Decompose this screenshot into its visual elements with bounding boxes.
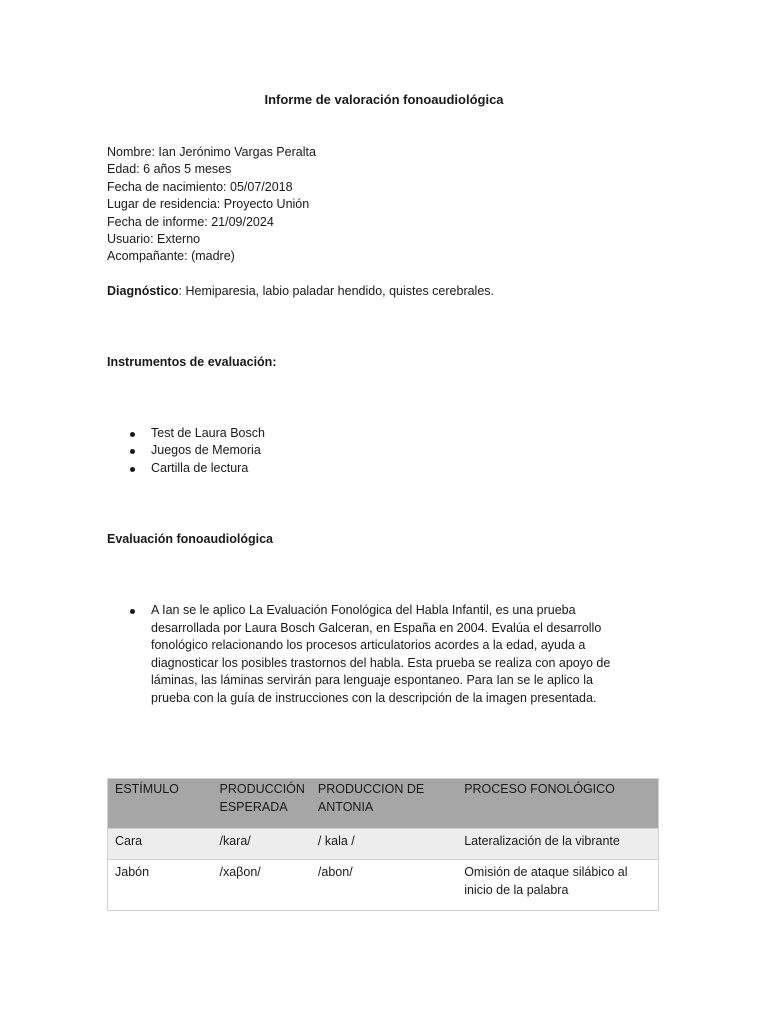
evaluation-paragraph: A Ian se le aplico La Evaluación Fonológica del Habla Infantil, es una prueba desarrollada por Laura Bosch Galceran, en España en 2004. Evalúa el desarrollo fonológico relacionando los procesos articulatorios acordes a la edad, ayuda a diagnosticar los posibles trastornos del habla. Esta prueba se realiza con apoyo de láminas, las láminas servirán para lenguaje espontaneo. Para Ian se le aplico la prueba con la guía de instrucciones con la descripción de la imagen presentada. [151,603,611,705]
table-cell: Lateralización de la vibrante [457,829,658,860]
table-cell: Jabón [108,860,213,911]
table-cell: Omisión de ataque silábico al inicio de la palabra [457,860,658,911]
column-header-produced: PRODUCCION DE ANTONIA [317,782,425,814]
table-row [108,860,659,911]
bullet-icon [130,432,135,437]
evaluation-heading: Evaluación fonoaudiológica [107,532,273,546]
bullet-icon [130,609,135,614]
diagnosis-label: Diagnóstico [107,284,179,298]
instruments-list [130,425,265,477]
list-item: Cartilla de lectura [130,460,265,477]
table-cell: /abon/ [311,860,457,911]
column-header-stimulus: ESTÍMULO [115,782,179,796]
patient-user-type: Usuario: Externo [107,232,201,247]
column-header-process: PROCESO FONOLÓGICO [464,782,615,796]
table-header-row [108,779,659,829]
document-title: Informe de valoración fonoaudiológica [264,92,504,107]
bullet-icon [130,467,135,472]
table-cell: Cara [108,829,213,860]
diagnosis-text: : Hemiparesia, labio paladar hendido, quistes cerebrales. [178,284,495,298]
table-cell: / kala / [311,829,457,860]
table-row [108,829,659,860]
table-cell: /kara/ [213,829,311,860]
bullet-icon [130,449,135,454]
patient-residence: Lugar de residencia: Proyecto Unión [107,197,310,212]
list-item: Juegos de Memoria [130,442,265,459]
patient-age: Edad: 6 años 5 meses [107,162,232,177]
column-header-expected: PRODUCCIÓN ESPERADA [219,782,305,814]
patient-birthdate: Fecha de nacimiento: 05/07/2018 [107,179,293,194]
patient-companion: Acompañante: (madre) [107,249,235,264]
patient-name: Nombre: Ian Jerónimo Vargas Peralta [107,145,316,159]
patient-info-block [107,144,316,266]
table-cell: /xaβon/ [213,860,311,911]
report-date: Fecha de informe: 21/09/2024 [107,214,274,229]
evaluation-list [130,602,630,708]
diagnosis-line [107,284,494,298]
instruments-heading: Instrumentos de evaluación: [107,355,277,369]
list-item [130,602,630,708]
results-table [107,778,659,911]
list-item: Test de Laura Bosch [130,425,265,442]
